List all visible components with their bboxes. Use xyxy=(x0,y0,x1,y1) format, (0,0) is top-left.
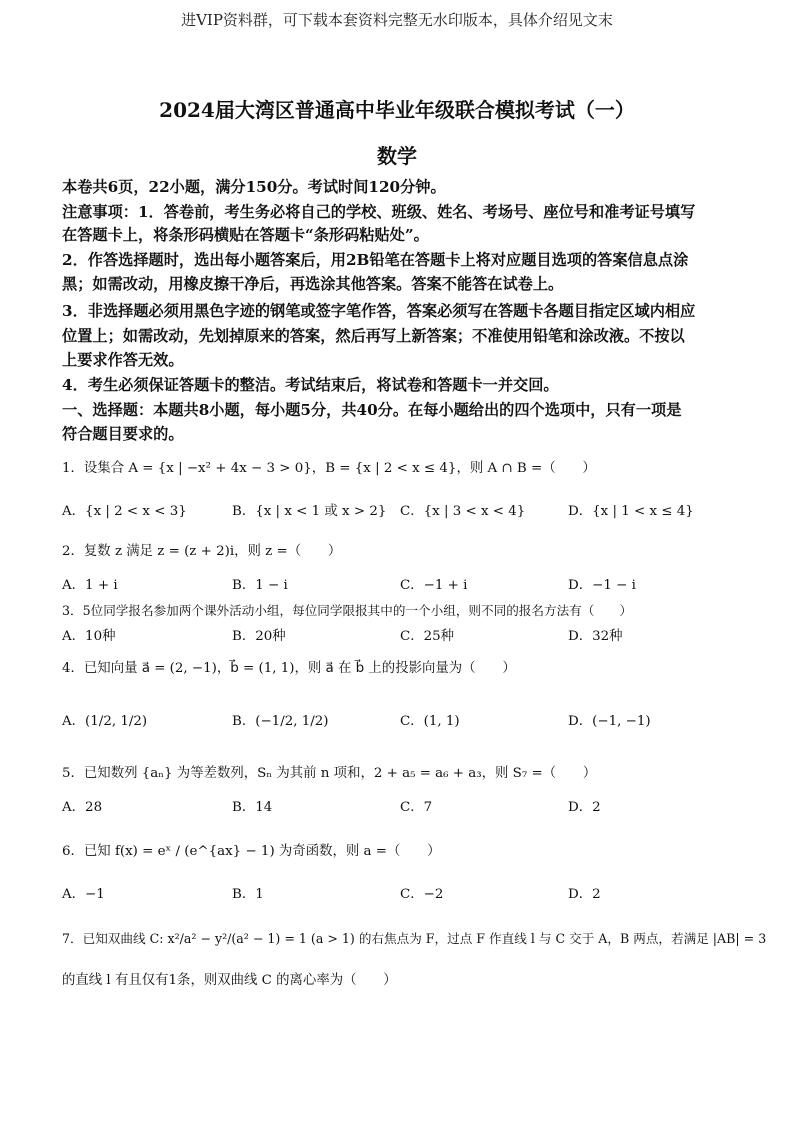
question-7-stem: 7．已知双曲线 C: x²/a² − y²/(a² − 1) = 1 (a > 1) 的右焦点为 F，过点 F 作直线 l 与 C 交于 A，B 两点，若满足 |AB| = 3 xyxy=(62,931,767,946)
question-4-option-d: D．(−1, −1) xyxy=(568,714,651,729)
question-5-option-a: A．28 xyxy=(62,800,103,815)
note-line: 2．作答选择题时，选出每小题答案后，用2B铅笔在答题卡上将对应题目选项的答案信息点涂 xyxy=(62,251,689,269)
question-1-option-a: A．{x | 2 < x < 3} xyxy=(62,504,187,519)
note-line: 黑；如需改动，用橡皮擦干净后，再选涂其他答案。答案不能答在试卷上。 xyxy=(62,275,564,293)
question-3-stem: 3．5位同学报名参加两个课外活动小组，每位同学限报其中的一个小组，则不同的报名方法有（ ） xyxy=(62,603,633,618)
question-6-stem: 6．已知 f(x) = eˣ / (e^{ax} − 1) 为奇函数，则 a =（ ） xyxy=(62,844,441,859)
question-6-option-c: C．−2 xyxy=(400,887,444,902)
question-4-option-a: A．(1/2, 1/2) xyxy=(62,714,148,729)
note-line: 3．非选择题必须用黑色字迹的钢笔或签字笔作答，答案必须写在答题卡各题目指定区域内相应 xyxy=(62,302,696,320)
question-1-stem: 1．设集合 A = {x | −x² + 4x − 3 > 0}，B = {x | 2 < x ≤ 4}，则 A ∩ B =（ ） xyxy=(62,461,596,476)
question-2-option-d: D．−1 − i xyxy=(568,578,636,593)
section-heading: 符合题目要求的。 xyxy=(62,425,184,443)
exam-title: 2024届大湾区普通高中毕业年级联合模拟考试（一） xyxy=(159,98,635,122)
question-1-option-c: C．{x | 3 < x < 4} xyxy=(400,504,526,519)
note-line: 注意事项：1．答卷前，考生务必将自己的学校、班级、姓名、考场号、座位号和准考证号填写 xyxy=(62,203,696,221)
question-2-stem: 2．复数 z 满足 z = (z + 2)i，则 z =（ ） xyxy=(62,544,342,559)
question-6-option-d: D．2 xyxy=(568,887,601,902)
vip-banner: 进VIP资料群，可下载本套资料完整无水印版本，具体介绍见文末 xyxy=(181,11,613,29)
question-1-option-b: B．{x | x < 1 或 x > 2} xyxy=(232,504,387,519)
question-3-option-a: A．10种 xyxy=(62,629,116,644)
question-3-option-c: C．25种 xyxy=(400,629,455,644)
question-3-option-b: B．20种 xyxy=(232,629,286,644)
question-3-option-d: D．32种 xyxy=(568,629,623,644)
note-line: 位置上；如需改动，先划掉原来的答案，然后再写上新答案；不准使用铅笔和涂改液。不按以 xyxy=(62,327,685,345)
question-2-option-b: B．1 − i xyxy=(232,578,288,593)
question-1-option-d: D．{x | 1 < x ≤ 4} xyxy=(568,504,694,519)
question-5-option-c: C．7 xyxy=(400,800,433,815)
question-7-stem-continued: 的直线 l 有且仅有1条，则双曲线 C 的离心率为（ ） xyxy=(62,973,397,988)
question-4-stem: 4．已知向量 a⃗ = (2, −1)，b⃗ = (1, 1)，则 a⃗ 在 b⃗ 上的投影向量为（ ） xyxy=(62,661,516,676)
question-2-option-a: A．1 + i xyxy=(62,578,118,593)
section-heading: 一、选择题：本题共8小题，每小题5分，共40分。在每小题给出的四个选项中，只有一项是 xyxy=(62,401,682,419)
note-line: 4．考生必须保证答题卡的整洁。考试结束后，将试卷和答题卡一并交回。 xyxy=(62,376,559,394)
note-line: 上要求作答无效。 xyxy=(62,351,184,369)
question-4-option-b: B．(−1/2, 1/2) xyxy=(232,714,329,729)
question-2-option-c: C．−1 + i xyxy=(400,578,468,593)
subject-title: 数学 xyxy=(377,144,417,168)
question-5-option-b: B．14 xyxy=(232,800,273,815)
exam-summary: 本卷共6页，22小题，满分150分。考试时间120分钟。 xyxy=(62,178,446,196)
question-5-option-d: D．2 xyxy=(568,800,601,815)
question-5-stem: 5．已知数列 {aₙ} 为等差数列，Sₙ 为其前 n 项和，2 + a₅ = a₆ + a₃，则 S₇ =（ ） xyxy=(62,766,597,781)
question-4-option-c: C．(1, 1) xyxy=(400,714,460,729)
note-line: 在答题卡上，将条形码横贴在答题卡“条形码粘贴处”。 xyxy=(62,226,429,244)
question-6-option-a: A．−1 xyxy=(62,887,105,902)
question-6-option-b: B．1 xyxy=(232,887,264,902)
